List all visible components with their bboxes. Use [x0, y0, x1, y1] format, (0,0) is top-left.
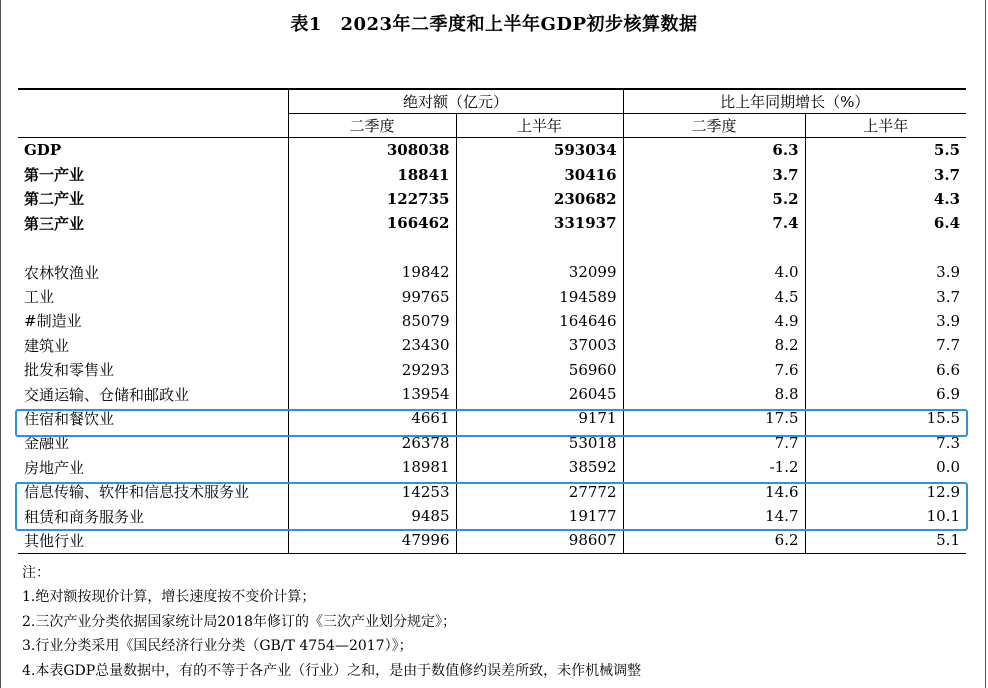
- cell-h1-amount: 19177: [456, 504, 623, 528]
- cell-q2-growth: 14.6: [623, 479, 805, 503]
- cell-h1-amount: 38592: [456, 455, 623, 479]
- cell-h1-amount: 32099: [456, 260, 623, 284]
- cell-h1-growth: 5.5: [805, 138, 966, 163]
- cell-h1-growth: 5.1: [805, 528, 966, 553]
- note-item: 4.本表GDP总量数据中，有的不等于各产业（行业）之和，是由于数值修约误差所致，未作机械调整: [22, 662, 642, 679]
- cell-q2-amount: 23430: [288, 333, 456, 357]
- cell-q2-growth: 7.6: [623, 358, 805, 382]
- row-label: 批发和零售业: [24, 361, 115, 380]
- cell-q2-growth: 4.5: [623, 284, 805, 308]
- cell-h1-amount: 9171: [456, 406, 623, 430]
- note-item: 3.行业分类采用《国民经济行业分类（GB/T 4754—2017）》；: [22, 638, 413, 655]
- header-abs-h1: 上半年: [456, 114, 623, 138]
- cell-h1-amount: 37003: [456, 333, 623, 357]
- cell-q2-growth: 6.3: [623, 138, 805, 163]
- cell-h1-amount: 56960: [456, 358, 623, 382]
- notes-heading: 注：: [22, 565, 50, 581]
- cell-q2-growth: 8.2: [623, 333, 805, 357]
- table-row: [18, 138, 966, 163]
- spacer-row: [18, 236, 966, 260]
- page-border-left: [0, 0, 1, 688]
- cell-h1-amount: 230682: [456, 187, 623, 211]
- row-label: 其他行业: [18, 528, 288, 553]
- cell-h1-growth: 6.9: [805, 382, 966, 406]
- table-row: [18, 309, 966, 333]
- row-label: 第三产业: [24, 214, 85, 233]
- row-label: 第二产业: [24, 190, 85, 209]
- cell-q2-amount: 308038: [288, 138, 456, 163]
- header-row-groups: [18, 89, 966, 114]
- row-label: GDP: [24, 141, 62, 160]
- cell-q2-growth: 6.2: [623, 528, 805, 553]
- row-label: 金融业: [24, 434, 70, 453]
- table-row: [18, 358, 966, 382]
- header-growth-q2: 二季度: [623, 114, 805, 138]
- cell-h1-growth: 12.9: [805, 479, 966, 503]
- cell-h1-growth: 15.5: [805, 406, 966, 430]
- cell-q2-amount: 19842: [288, 260, 456, 284]
- cell-q2-growth: 7.4: [623, 211, 805, 235]
- cell-h1-growth: 7.7: [805, 333, 966, 357]
- spacer-cell: [623, 236, 805, 260]
- table-title: 表1 2023年二季度和上半年GDP初步核算数据: [290, 14, 698, 35]
- cell-h1-amount: 30416: [456, 162, 623, 186]
- cell-h1-growth: 0.0: [805, 455, 966, 479]
- spacer-cell: [456, 236, 623, 260]
- cell-q2-growth: 4.9: [623, 309, 805, 333]
- cell-q2-growth: 5.2: [623, 187, 805, 211]
- cell-h1-amount: 194589: [456, 284, 623, 308]
- cell-h1-amount: 331937: [456, 211, 623, 235]
- header-corner: [18, 89, 288, 138]
- cell-h1-amount: 53018: [456, 431, 623, 455]
- cell-q2-amount: 29293: [288, 358, 456, 382]
- row-label: 交通运输、仓储和邮政业: [24, 385, 190, 404]
- row-label: 农林牧渔业: [24, 263, 100, 282]
- highlight-box-accommodation: [15, 409, 968, 437]
- highlight-box-it-leasing: [15, 482, 968, 531]
- cell-h1-amount: 27772: [456, 479, 623, 503]
- table-row: [18, 187, 966, 211]
- header-growth-h1: 上半年: [805, 114, 966, 138]
- row-label: 第一产业: [24, 166, 85, 185]
- row-label: #制造业: [24, 312, 82, 331]
- cell-q2-growth: 7.7: [623, 431, 805, 455]
- cell-h1-amount: 26045: [456, 382, 623, 406]
- cell-q2-amount: 13954: [288, 382, 456, 406]
- cell-h1-growth: 3.7: [805, 284, 966, 308]
- note-item: 1.绝对额按现价计算，增长速度按不变价计算；: [22, 589, 316, 606]
- cell-q2-growth: 14.7: [623, 504, 805, 528]
- row-label: 租赁和商务服务业: [24, 507, 145, 526]
- page-border-right: [985, 0, 986, 688]
- cell-q2-amount: 4661: [288, 406, 456, 430]
- header-absolute-amount: 绝对额（亿元）: [288, 89, 623, 114]
- cell-q2-amount: 47996: [288, 528, 456, 553]
- cell-h1-amount: 593034: [456, 138, 623, 163]
- table-row: [18, 528, 966, 553]
- table-row: [18, 382, 966, 406]
- cell-q2-amount: 18841: [288, 162, 456, 186]
- cell-h1-growth: 7.3: [805, 431, 966, 455]
- table-row: [18, 333, 966, 357]
- cell-h1-growth: 3.9: [805, 309, 966, 333]
- cell-h1-growth: 6.6: [805, 358, 966, 382]
- cell-q2-amount: 166462: [288, 211, 456, 235]
- cell-q2-amount: 14253: [288, 479, 456, 503]
- cell-q2-amount: 18981: [288, 455, 456, 479]
- cell-h1-amount: 164646: [456, 309, 623, 333]
- note-item: 2.三次产业分类依据国家统计局2018年修订的《三次产业划分规定》；: [22, 613, 456, 630]
- cell-q2-growth: 3.7: [623, 162, 805, 186]
- cell-q2-amount: 85079: [288, 309, 456, 333]
- table-row: [18, 455, 966, 479]
- cell-q2-growth: 8.8: [623, 382, 805, 406]
- cell-q2-amount: 26378: [288, 431, 456, 455]
- table-row: [18, 211, 966, 235]
- notes-section: [22, 561, 641, 683]
- cell-q2-amount: 122735: [288, 187, 456, 211]
- cell-h1-growth: 4.3: [805, 187, 966, 211]
- cell-h1-growth: 3.7: [805, 162, 966, 186]
- row-label: 建筑业: [24, 336, 70, 355]
- table-row: [18, 284, 966, 308]
- row-label: 房地产业: [24, 458, 85, 477]
- cell-q2-growth: 17.5: [623, 406, 805, 430]
- table-row: [18, 162, 966, 186]
- row-label: 住宿和餐饮业: [24, 409, 115, 428]
- cell-q2-growth: 4.0: [623, 260, 805, 284]
- cell-q2-amount: 9485: [288, 504, 456, 528]
- cell-h1-growth: 6.4: [805, 211, 966, 235]
- header-abs-q2: 二季度: [288, 114, 456, 138]
- row-label: 工业: [24, 288, 55, 307]
- spacer-cell: [805, 236, 966, 260]
- spacer-cell: [288, 236, 456, 260]
- header-growth-rate: 比上年同期增长（%）: [623, 89, 966, 114]
- cell-q2-amount: 99765: [288, 284, 456, 308]
- spacer-cell: [18, 236, 288, 260]
- cell-h1-growth: 3.9: [805, 260, 966, 284]
- cell-h1-amount: 98607: [456, 528, 623, 553]
- table-row: [18, 260, 966, 284]
- row-label: 信息传输、软件和信息技术服务业: [24, 483, 250, 502]
- cell-q2-growth: -1.2: [623, 455, 805, 479]
- cell-h1-growth: 10.1: [805, 504, 966, 528]
